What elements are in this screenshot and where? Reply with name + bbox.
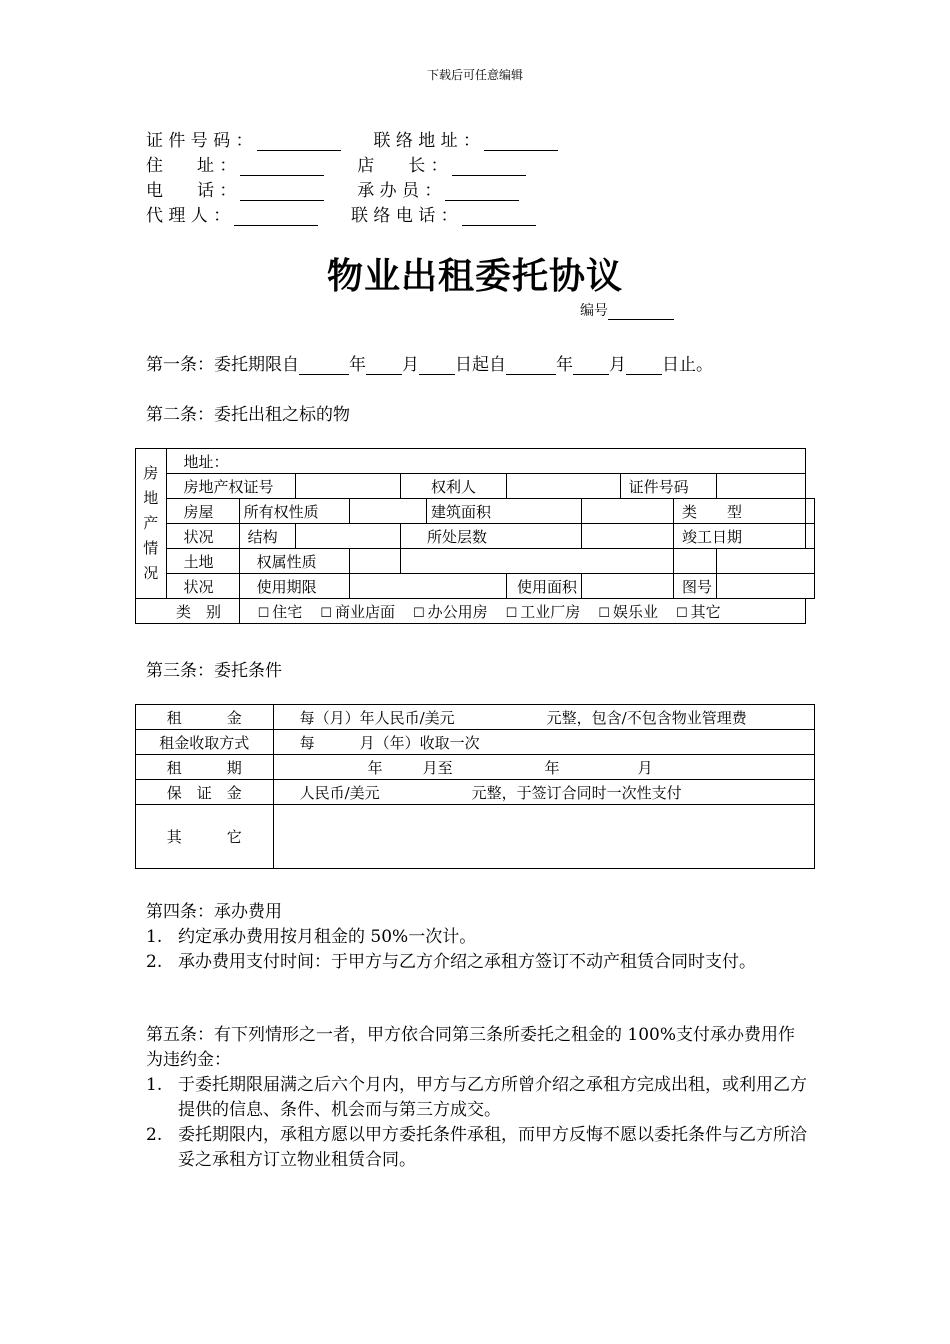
side-char: 地 — [143, 489, 159, 507]
id-no-label: 证 件 号 码 ： — [146, 131, 253, 151]
option-other: 其它 — [690, 602, 721, 621]
house-status-label: 状况 — [166, 524, 239, 549]
address-label: 住 址 ： — [146, 156, 237, 176]
category-options — [239, 599, 805, 624]
list-item — [146, 1123, 811, 1173]
type-label: 类 型 — [673, 499, 805, 524]
term-year-b: 年 — [544, 758, 560, 777]
type-cell[interactable] — [806, 499, 815, 524]
other-cell[interactable] — [273, 805, 814, 869]
agent-label: 代 理 人 ： — [146, 206, 231, 226]
land-empty-cell-2[interactable] — [673, 549, 716, 574]
contact-phone-label: 联 络 电 话 ： — [351, 206, 458, 226]
article-4-title: 第四条：承办费用 — [146, 902, 282, 922]
term-month-b: 月 — [637, 758, 653, 777]
checkbox-icon[interactable]: ☐ — [257, 605, 270, 621]
option-commercial: 商业店面 — [334, 602, 395, 621]
completion-label: 竣工日期 — [673, 524, 805, 549]
list-text: 于委托期限届满之后六个月内，甲方与乙方所曾介绍之承租方完成出租，或利用乙方提供的信息、条件、机会而与第三方成交。 — [178, 1075, 807, 1120]
address-field[interactable] — [240, 159, 324, 176]
article-1-year-2: 年 — [556, 355, 573, 375]
contact-phone-field[interactable] — [462, 209, 536, 226]
right-type-label: 权属性质 — [239, 549, 350, 574]
contact-addr-label: 联 络 地 址 ： — [373, 131, 481, 151]
area-cell[interactable] — [581, 499, 673, 524]
article-1-year: 年 — [349, 355, 366, 375]
list-item — [146, 925, 811, 950]
conditions-table — [135, 704, 815, 869]
start-year-field[interactable] — [299, 358, 349, 375]
category-label: 类 别 — [136, 599, 240, 624]
owner-cell[interactable] — [506, 474, 620, 499]
article-1-month: 月 — [402, 355, 419, 375]
list-item — [146, 950, 811, 975]
term-month-to: 月至 — [422, 758, 453, 777]
land-label: 土地 — [166, 549, 239, 574]
list-number: 1. — [146, 927, 163, 947]
contact-addr-field[interactable] — [484, 134, 558, 151]
agent-field[interactable] — [234, 209, 318, 226]
deposit-text-a: 人民币/美元 — [299, 783, 380, 802]
option-entertainment: 娱乐业 — [612, 602, 658, 621]
deposit-cell[interactable] — [273, 780, 814, 805]
cert-no-label: 房地产权证号 — [166, 474, 295, 499]
end-year-field[interactable] — [506, 358, 556, 375]
area-label: 建筑面积 — [427, 499, 582, 524]
list-text: 承办费用支付时间：于甲方与乙方介绍之承租方签订不动产租赁合同时支付。 — [178, 952, 756, 972]
checkbox-icon[interactable]: ☐ — [320, 605, 332, 621]
address-cell[interactable]: 地址： — [166, 449, 805, 474]
rent-text-a: 每（月）年人民币/美元 — [299, 708, 455, 727]
map-no-cell[interactable] — [717, 574, 815, 599]
property-table — [135, 448, 815, 624]
use-area-label: 使用面积 — [506, 574, 581, 599]
list-text: 委托期限内，承租方愿以甲方委托条件承租，而甲方反悔不愿以委托条件与乙方所洽妥之承租方订立物业租赁合同。 — [178, 1125, 807, 1170]
floor-label: 所处层数 — [401, 524, 582, 549]
serial-number — [580, 300, 674, 320]
info-line-1 — [146, 126, 562, 151]
deposit-label: 保 证 金 — [136, 780, 274, 805]
article-3-title: 第三条：委托条件 — [146, 661, 282, 681]
article-1-day-from: 日起自 — [455, 355, 506, 375]
id-no-field[interactable] — [257, 134, 341, 151]
deposit-text-b: 元整，于签订合同时一次性支付 — [471, 783, 682, 802]
list-number: 2. — [146, 952, 163, 972]
serial-field[interactable] — [608, 305, 674, 320]
cert-no-cell[interactable] — [295, 474, 400, 499]
structure-label: 结构 — [239, 524, 295, 549]
id-no-cell[interactable] — [717, 474, 806, 499]
handler-field[interactable] — [445, 184, 519, 201]
side-char: 情 — [143, 539, 159, 557]
list-text: 约定承办费用按月租金的 50%一次计。 — [178, 927, 477, 947]
checkbox-icon[interactable]: ☐ — [675, 605, 688, 621]
land-status-label: 状况 — [166, 574, 239, 599]
collect-cell[interactable]: 每 月（年）收取一次 — [273, 730, 814, 755]
term-year-a: 年 — [367, 758, 383, 777]
ownership-cell[interactable] — [350, 499, 427, 524]
phone-label: 电 话 ： — [146, 181, 237, 201]
structure-cell[interactable] — [295, 524, 400, 549]
option-industrial: 工业厂房 — [520, 602, 581, 621]
article-5 — [146, 1023, 811, 1173]
start-month-field[interactable] — [366, 358, 402, 375]
term-cell[interactable] — [273, 755, 814, 780]
rent-text-b: 元整，包含/不包含物业管理费 — [546, 708, 747, 727]
info-line-3 — [146, 176, 523, 201]
info-line-2 — [146, 151, 530, 176]
end-day-field[interactable] — [626, 358, 662, 375]
map-no-label: 图号 — [673, 574, 716, 599]
id-no-label-cell: 证件号码 — [620, 474, 716, 499]
rent-cell[interactable] — [273, 705, 814, 730]
term-label: 租 期 — [136, 755, 274, 780]
option-residential: 住宅 — [272, 602, 303, 621]
header-note: 下载后可任意编辑 — [426, 68, 523, 82]
page-title: 物业出租委托协议 — [326, 256, 623, 297]
checkbox-icon[interactable]: ☐ — [505, 605, 518, 621]
list-number: 2. — [146, 1125, 163, 1145]
article-1-day-end: 日止。 — [662, 355, 713, 375]
checkbox-icon[interactable]: ☐ — [598, 605, 610, 621]
completion-cell[interactable] — [806, 524, 815, 549]
manager-field[interactable] — [452, 159, 526, 176]
owner-label: 权利人 — [401, 474, 507, 499]
article-1-text: 第一条：委托期限自 — [146, 355, 299, 375]
collect-label: 租金收取方式 — [136, 730, 274, 755]
article-4 — [146, 900, 811, 975]
side-char: 房 — [143, 464, 159, 482]
side-char: 产 — [143, 514, 159, 532]
list-item — [146, 1073, 811, 1123]
land-empty-cell[interactable] — [401, 549, 674, 574]
article-2-title: 第二条：委托出租之标的物 — [146, 405, 350, 425]
floor-cell[interactable] — [581, 524, 673, 549]
checkbox-icon[interactable]: ☐ — [412, 605, 425, 621]
start-day-field[interactable] — [419, 358, 455, 375]
other-label: 其 它 — [136, 805, 274, 869]
handler-label: 承 办 员 ： — [357, 181, 442, 201]
serial-label: 编号 — [580, 303, 608, 319]
info-line-4 — [146, 201, 540, 226]
property-side-label — [136, 449, 167, 599]
phone-field[interactable] — [240, 184, 324, 201]
use-area-cell[interactable] — [581, 574, 673, 599]
article-1-month-2: 月 — [609, 355, 626, 375]
land-empty-cell-3[interactable] — [717, 549, 815, 574]
ownership-label: 所有权性质 — [239, 499, 350, 524]
house-label: 房屋 — [166, 499, 239, 524]
end-month-field[interactable] — [573, 358, 609, 375]
side-char: 况 — [143, 564, 159, 582]
use-period-cell[interactable] — [350, 574, 507, 599]
rent-label: 租 金 — [136, 705, 274, 730]
right-type-cell[interactable] — [350, 549, 401, 574]
manager-label: 店 长 ： — [357, 156, 448, 176]
use-period-label: 使用期限 — [239, 574, 350, 599]
option-office: 办公用房 — [427, 602, 488, 621]
list-number: 1. — [146, 1075, 163, 1095]
article-5-title: 第五条：有下列情形之一者，甲方依合同第三条所委托之租金的 100%支付承办费用作为违约金： — [146, 1025, 796, 1070]
article-1 — [146, 350, 713, 375]
